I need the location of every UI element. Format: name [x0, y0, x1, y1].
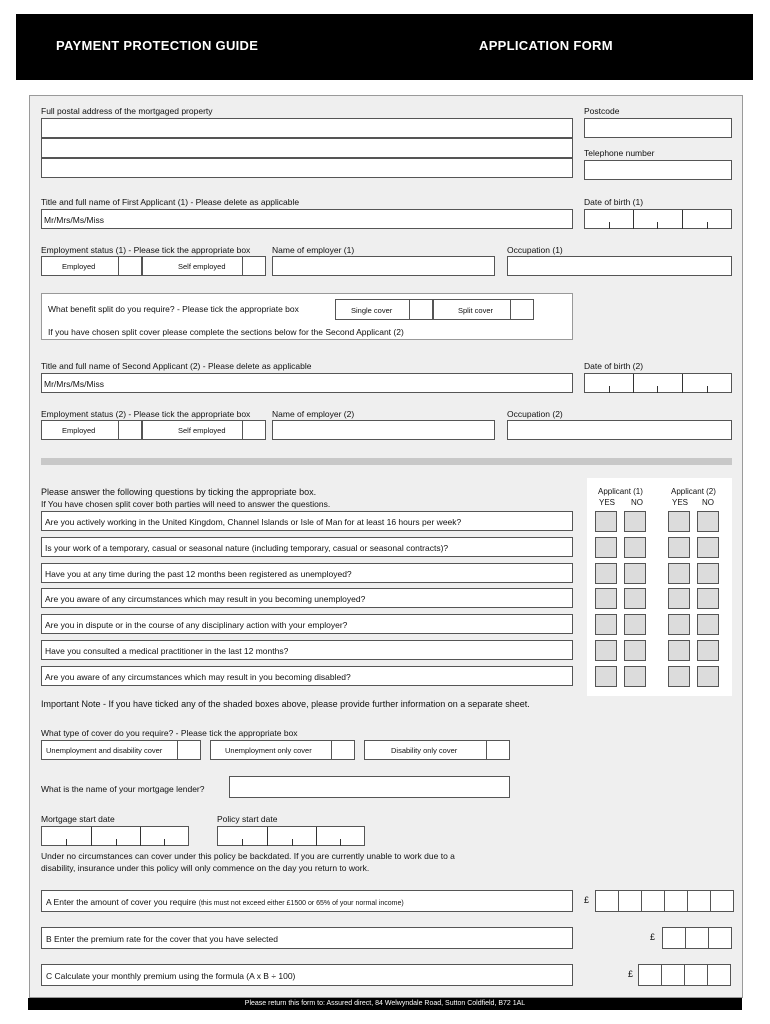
backdate-note-line2: disability, insurance under this policy will only commence on the day you return to work. [41, 863, 370, 873]
applicant1-no-checkbox[interactable] [624, 563, 646, 584]
question-row [41, 511, 573, 531]
section-divider [41, 458, 732, 465]
applicant1-yes-checkbox[interactable] [595, 588, 617, 609]
date-tick [340, 839, 341, 846]
cover-amount-currency: £ [584, 895, 590, 905]
cover-opt2-label: Unemployment only cover [225, 746, 312, 755]
question-text: Are you aware of any circumstances which may result in you becoming unemployed? [45, 594, 366, 604]
telephone-label: Telephone number [584, 148, 655, 158]
applicant2-occupation-input[interactable] [507, 420, 732, 440]
applicant2-employment-label: Employment status (2) - Please tick the appropriate box [41, 409, 251, 419]
cover-amount-row [41, 890, 573, 912]
mortgage-start-label: Mortgage start date [41, 814, 115, 824]
applicant2-yes-checkbox[interactable] [668, 614, 690, 635]
date-tick [66, 839, 67, 846]
question-text: Are you in dispute or in the course of any disciplinary action with your employer? [45, 620, 348, 630]
applicant1-no-checkbox[interactable] [624, 614, 646, 635]
dob-tick [657, 386, 658, 393]
premium-rate-currency: £ [650, 932, 656, 942]
applicant2-no-checkbox[interactable] [697, 563, 719, 584]
applicant1-title-options: Mr/Mrs/Ms/Miss [44, 215, 104, 225]
dob-tick [609, 386, 610, 393]
question-text: Have you at any time during the past 12 months been registered as unemployed? [45, 569, 352, 579]
applicant1-dob-input[interactable] [584, 209, 732, 229]
applicant1-name-label: Title and full name of First Applicant (1) - Please delete as applicable [41, 197, 300, 207]
self-employed-label: Self employed [178, 262, 226, 271]
policy-start-input[interactable] [217, 826, 365, 846]
question-text: Are you actively working in the United Kingdom, Channel Islands or Isle of Man for at least 16 hours per week? [45, 517, 462, 527]
applicant2-no-checkbox[interactable] [697, 537, 719, 558]
monthly-premium-label: C Calculate your monthly premium using the formula (A x B ÷ 100) [46, 971, 296, 981]
applicant1-yes-checkbox[interactable] [595, 537, 617, 558]
applicant1-dob-label: Date of birth (1) [584, 197, 644, 207]
date-tick [292, 839, 293, 846]
address-line-2[interactable] [41, 138, 573, 158]
applicant1-yes-checkbox[interactable] [595, 666, 617, 687]
applicant1-no-checkbox[interactable] [624, 666, 646, 687]
monthly-premium-row [41, 964, 573, 986]
applicant1-yes-checkbox[interactable] [595, 511, 617, 532]
applicant2-no-checkbox[interactable] [697, 640, 719, 661]
cover-unemployment-disability-checkbox[interactable] [177, 740, 201, 760]
applicant2-yes-checkbox[interactable] [668, 588, 690, 609]
dob-tick [707, 386, 708, 393]
date-tick [242, 839, 243, 846]
header-right-title: APPLICATION FORM [479, 38, 613, 53]
dob-divider [682, 210, 683, 229]
benefit-split-panel [41, 293, 573, 340]
dob-divider [633, 210, 634, 229]
cover-amount-label: A Enter the amount of cover you require (this must not exceed either £1500 or 65% of your normal income) [46, 897, 404, 907]
employed-label: Employed [62, 262, 96, 271]
applicant2-dob-input[interactable] [584, 373, 732, 393]
applicant2-yes-checkbox[interactable] [668, 537, 690, 558]
questions-intro: Please answer the following questions by ticking the appropriate box. [41, 487, 317, 497]
applicant1-occupation-label: Occupation (1) [507, 245, 563, 255]
question-row [41, 640, 573, 660]
applicant1-yes-checkbox[interactable] [595, 563, 617, 584]
applicant1-yes-label: YES [599, 498, 616, 507]
date-divider [91, 827, 92, 846]
applicant1-employer-input[interactable] [272, 256, 495, 276]
applicant2-employed-checkbox[interactable] [118, 420, 142, 440]
monthly-premium-currency: £ [628, 969, 634, 979]
split-cover-checkbox[interactable] [510, 299, 534, 320]
applicant1-employer-label: Name of employer (1) [272, 245, 355, 255]
question-row [41, 588, 573, 608]
applicant1-yes-checkbox[interactable] [595, 614, 617, 635]
important-note: Important Note - If you have ticked any of the shaded boxes above, please provide further information on a separate sheet. [41, 699, 530, 709]
applicant2-occupation-label: Occupation (2) [507, 409, 563, 419]
dob-tick [609, 222, 610, 229]
employed-label: Employed [62, 426, 96, 435]
digit-box[interactable] [687, 890, 711, 912]
postcode-label: Postcode [584, 106, 620, 116]
single-cover-label: Single cover [351, 306, 393, 315]
question-row [41, 537, 573, 557]
applicant1-yes-checkbox[interactable] [595, 640, 617, 661]
premium-rate-row [41, 927, 573, 949]
digit-box[interactable] [685, 927, 709, 949]
cover-question: What type of cover do you require? - Please tick the appropriate box [41, 728, 298, 738]
cover-opt1-label: Unemployment and disability cover [46, 746, 163, 755]
lender-input[interactable] [229, 776, 510, 798]
applicant2-name-label: Title and full name of Second Applicant (2) - Please delete as applicable [41, 361, 312, 371]
question-text: Have you consulted a medical practitioner in the last 12 months? [45, 646, 289, 656]
digit-box[interactable] [707, 964, 731, 986]
applicant2-employer-label: Name of employer (2) [272, 409, 355, 419]
digit-box[interactable] [618, 890, 642, 912]
applicant2-yes-label: YES [672, 498, 689, 507]
applicant1-employed-checkbox[interactable] [118, 256, 142, 276]
applicant1-no-checkbox[interactable] [624, 588, 646, 609]
self-employed-label: Self employed [178, 426, 226, 435]
applicant1-no-checkbox[interactable] [624, 511, 646, 532]
applicant2-employer-input[interactable] [272, 420, 495, 440]
lender-label: What is the name of your mortgage lender? [41, 784, 205, 794]
applicant2-no-checkbox[interactable] [697, 614, 719, 635]
dob-divider [682, 374, 683, 393]
applicant2-no-label: NO [702, 498, 714, 507]
date-divider [140, 827, 141, 846]
dob-divider [633, 374, 634, 393]
date-tick [164, 839, 165, 846]
postcode-input[interactable] [584, 118, 732, 138]
question-row [41, 563, 573, 583]
date-divider [267, 827, 268, 846]
split-cover-label: Split cover [458, 306, 494, 315]
applicant1-no-checkbox[interactable] [624, 537, 646, 558]
single-cover-checkbox[interactable] [409, 299, 433, 320]
dob-tick [657, 222, 658, 229]
question-row [41, 614, 573, 634]
cover-unemployment-only-checkbox[interactable] [331, 740, 355, 760]
question-text: Is your work of a temporary, casual or seasonal nature (including temporary, casual or seasonal contracts)? [45, 543, 449, 553]
address-label: Full postal address of the mortgaged property [41, 106, 213, 116]
applicant2-yes-checkbox[interactable] [668, 640, 690, 661]
digit-box[interactable] [664, 890, 688, 912]
benefit-note: If you have chosen split cover please complete the sections below for the Second Applicant (2) [48, 327, 404, 337]
applicant2-name-input[interactable] [41, 373, 573, 393]
applicant2-yes-checkbox[interactable] [668, 563, 690, 584]
policy-start-label: Policy start date [217, 814, 278, 824]
applicant1-no-label: NO [631, 498, 643, 507]
applicant2-no-checkbox[interactable] [697, 588, 719, 609]
mortgage-start-input[interactable] [41, 826, 189, 846]
date-tick [116, 839, 117, 846]
footer-return-address: Please return this form to: Assured direct, 84 Welwyndale Road, Sutton Coldfield, B72 1AL [28, 998, 742, 1010]
telephone-input[interactable] [584, 160, 732, 180]
backdate-note-line1: Under no circumstances can cover under this policy be backdated. If you are currently unable to work due to a [41, 851, 455, 861]
questions-intro-2: If You have chosen split cover both parties will need to answer the questions. [41, 499, 331, 509]
digit-box[interactable] [638, 964, 662, 986]
applicant2-column-label: Applicant (2) [671, 487, 716, 496]
header-bar [16, 14, 753, 80]
address-line-3[interactable] [41, 158, 573, 178]
applicant2-title-options: Mr/Mrs/Ms/Miss [44, 379, 104, 389]
applicant1-self-employed-checkbox[interactable] [242, 256, 266, 276]
dob-tick [707, 222, 708, 229]
applicant2-yes-checkbox[interactable] [668, 666, 690, 687]
cover-disability-only-checkbox[interactable] [486, 740, 510, 760]
question-text: Are you aware of any circumstances which may result in you becoming disabled? [45, 672, 351, 682]
applicant2-yes-checkbox[interactable] [668, 511, 690, 532]
digit-box[interactable] [708, 927, 732, 949]
benefit-question: What benefit split do you require? - Please tick the appropriate box [48, 304, 299, 314]
applicant1-name-input[interactable] [41, 209, 573, 229]
applicant2-no-checkbox[interactable] [697, 511, 719, 532]
cover-opt3-label: Disability only cover [391, 746, 458, 755]
digit-box[interactable] [684, 964, 708, 986]
premium-rate-label: B Enter the premium rate for the cover that you have selected [46, 934, 278, 944]
applicant1-occupation-input[interactable] [507, 256, 732, 276]
digit-box[interactable] [661, 964, 685, 986]
digit-box[interactable] [595, 890, 619, 912]
applicant1-employment-label: Employment status (1) - Please tick the appropriate box [41, 245, 251, 255]
digit-box[interactable] [641, 890, 665, 912]
digit-box[interactable] [662, 927, 686, 949]
question-row [41, 666, 573, 686]
applicant2-no-checkbox[interactable] [697, 666, 719, 687]
form-panel [29, 95, 743, 998]
applicant2-dob-label: Date of birth (2) [584, 361, 644, 371]
address-line-1[interactable] [41, 118, 573, 138]
date-divider [316, 827, 317, 846]
applicant1-column-label: Applicant (1) [598, 487, 643, 496]
applicant1-no-checkbox[interactable] [624, 640, 646, 661]
header-left-title: PAYMENT PROTECTION GUIDE [56, 38, 259, 53]
applicant2-self-employed-checkbox[interactable] [242, 420, 266, 440]
digit-box[interactable] [710, 890, 734, 912]
